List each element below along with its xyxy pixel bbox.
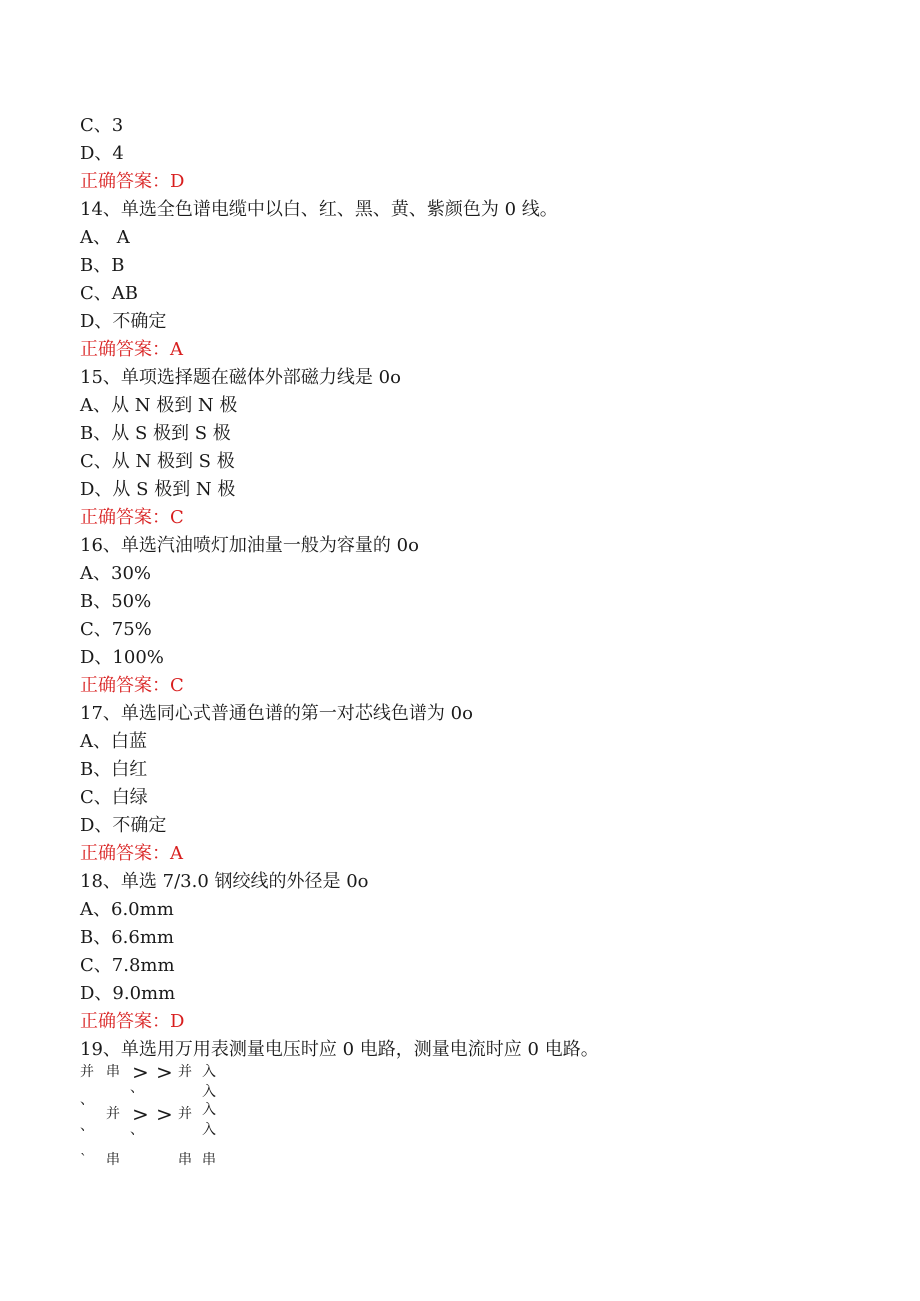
garbled-glyph: ` xyxy=(80,1152,87,1168)
question-line: 18、单选 7/3.0 钢绞线的外径是 0o xyxy=(80,871,369,892)
garbled-glyph: 、 xyxy=(130,1080,144,1096)
question-list xyxy=(80,112,880,1064)
question-line: 14、单选全色谱电缆中以白、红、黑、黄、紫颜色为 0 线。 xyxy=(80,199,558,220)
answer-line: 正确答案：D xyxy=(80,1011,185,1032)
option-line: A、30% xyxy=(80,563,152,584)
garbled-glyph: 、 xyxy=(130,1122,144,1138)
option-line: C、从 N 极到 S 极 xyxy=(80,451,235,472)
option-line: B、从 S 极到 S 极 xyxy=(80,423,231,444)
option-line: C、7.8mm xyxy=(80,955,175,976)
question-line: 15、单项选择题在磁体外部磁力线是 0o xyxy=(80,367,401,388)
answer-line: 正确答案：C xyxy=(80,507,184,528)
question-line: 17、单选同心式普通色谱的第一对芯线色谱为 0o xyxy=(80,703,473,724)
option-line: C、75% xyxy=(80,619,152,640)
option-line: A、白蓝 xyxy=(80,731,147,752)
garbled-glyph: 串 xyxy=(202,1152,216,1168)
option-line: A、 A xyxy=(80,227,130,248)
option-line: B、B xyxy=(80,255,125,276)
garbled-glyph: > xyxy=(156,1060,173,1084)
garbled-glyph: 入 xyxy=(202,1102,216,1118)
garbled-glyph: 并 xyxy=(178,1064,192,1080)
answer-line: 正确答案：A xyxy=(80,843,183,864)
question-line: 16、单选汽油喷灯加油量一般为容量的 0o xyxy=(80,535,419,556)
garbled-glyph: > xyxy=(156,1102,173,1126)
garbled-glyph: 、 xyxy=(80,1092,94,1108)
garbled-glyph: 并 xyxy=(80,1064,94,1080)
garbled-glyph: 串 xyxy=(178,1152,192,1168)
garbled-glyph: 入 xyxy=(202,1064,216,1080)
option-line: C、白绿 xyxy=(80,787,148,808)
garbled-options-block xyxy=(80,1062,300,1172)
garbled-glyph: 串 xyxy=(106,1064,120,1080)
answer-line: 正确答案：D xyxy=(80,171,185,192)
garbled-glyph: 串 xyxy=(106,1152,120,1168)
option-line: B、白红 xyxy=(80,759,148,780)
option-line: D、不确定 xyxy=(80,815,167,836)
answer-line: 正确答案：A xyxy=(80,339,183,360)
option-line: C、AB xyxy=(80,283,138,304)
option-line: C、3 xyxy=(80,115,124,136)
garbled-glyph: 入 xyxy=(202,1122,216,1138)
option-line: B、6.6mm xyxy=(80,927,174,948)
option-line: D、4 xyxy=(80,143,124,164)
garbled-glyph: > xyxy=(132,1060,149,1084)
garbled-glyph: > xyxy=(132,1102,149,1126)
garbled-glyph: 入 xyxy=(202,1084,216,1100)
option-line: D、9.0mm xyxy=(80,983,176,1004)
option-line: A、从 N 极到 N 极 xyxy=(80,395,238,416)
garbled-glyph: 、 xyxy=(80,1118,94,1134)
garbled-glyph: 并 xyxy=(106,1106,120,1122)
option-line: B、50% xyxy=(80,591,152,612)
question-line: 19、单选用万用表测量电压时应 0 电路，测量电流时应 0 电路。 xyxy=(80,1039,599,1060)
option-line: D、不确定 xyxy=(80,311,167,332)
option-line: D、从 S 极到 N 极 xyxy=(80,479,236,500)
answer-line: 正确答案：C xyxy=(80,675,184,696)
garbled-glyph: 并 xyxy=(178,1106,192,1122)
option-line: D、100% xyxy=(80,647,164,668)
option-line: A、6.0mm xyxy=(80,899,174,920)
